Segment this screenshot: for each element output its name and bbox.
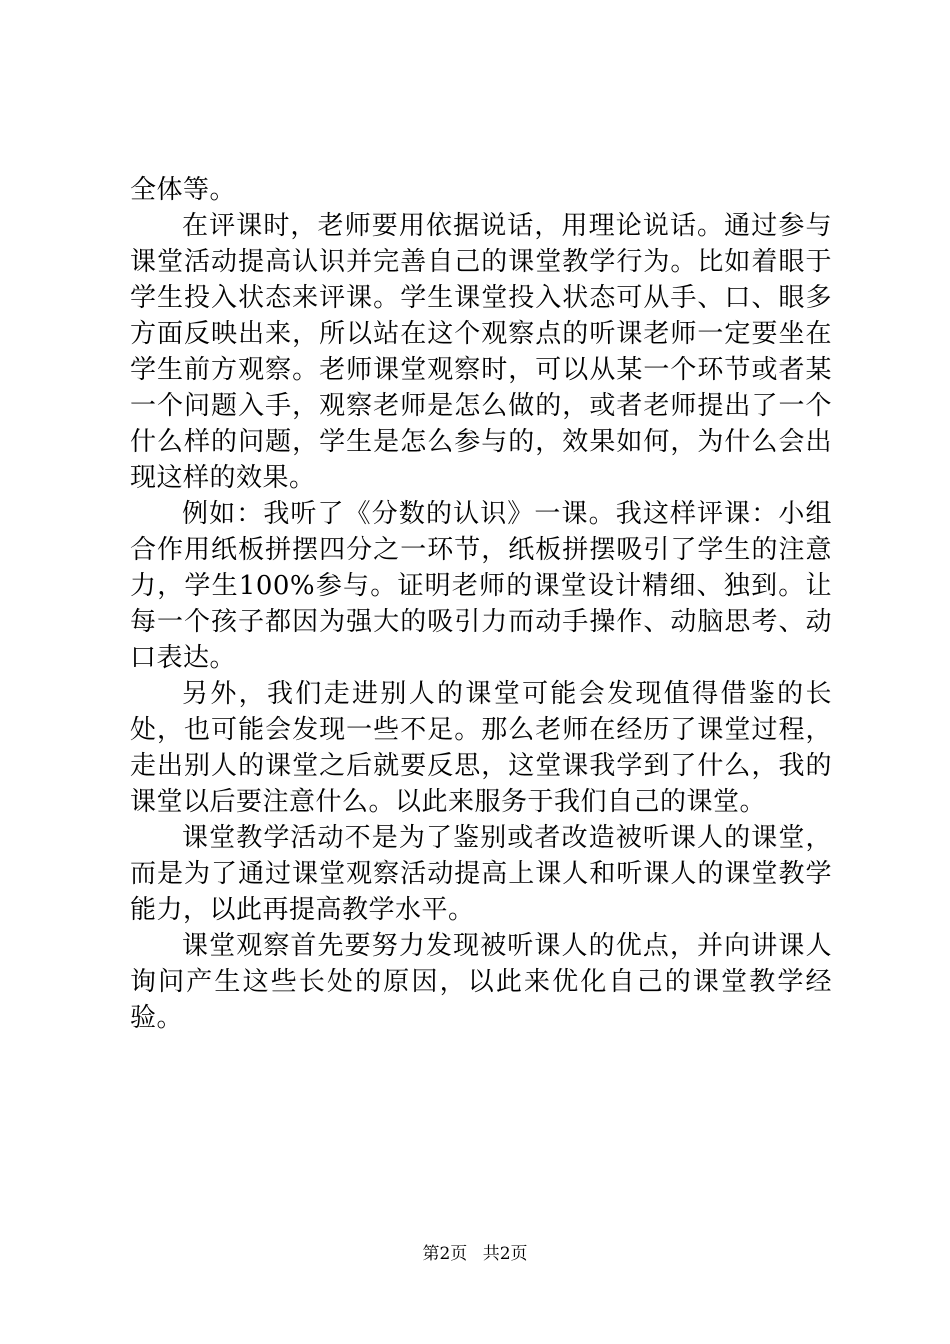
paragraph-purpose: 课堂教学活动不是为了鉴别或者改造被听课人的课堂，而是为了通过课堂观察活动提高上课人和听课人的课堂教学能力，以此再提高教学水平。 bbox=[130, 823, 832, 925]
page-footer bbox=[0, 1243, 950, 1265]
paragraph-reflection: 另外，我们走进别人的课堂可能会发现值得借鉴的长处，也可能会发现一些不足。那么老师在经历了课堂过程，走出别人的课堂之后就要反思，这堂课我学到了什么，我的课堂以后要注意什么。以此来服务于我们自己的课堂。 bbox=[130, 679, 832, 817]
paragraph-example: 例如：我听了《分数的认识》一课。我这样评课：小组合作用纸板拼摆四分之一环节，纸板拼摆吸引了学生的注意力，学生100%参与。证明老师的课堂设计精细、独到。让每一个孩子都因为强大的吸引力而动手操作、动脑思考、动口表达。 bbox=[130, 499, 832, 673]
page-total: 共2页 bbox=[482, 1244, 528, 1264]
page-number: 第2页 bbox=[422, 1244, 468, 1264]
paragraph-continuation: 全体等。 bbox=[130, 175, 237, 205]
document-body bbox=[130, 172, 832, 1036]
paragraph-evaluation: 在评课时，老师要用依据说话，用理论说话。通过参与课堂活动提高认识并完善自己的课堂教学行为。比如着眼于学生投入状态来评课。学生课堂投入状态可从手、口、眼多方面反映出来，所以站在这个观察点的听课老师一定要坐在学生前方观察。老师课堂观察时，可以从某一个环节或者某一个问题入手，观察老师是怎么做的，或者老师提出了一个什么样的问题，学生是怎么参与的，效果如何，为什么会出现这样的效果。 bbox=[130, 211, 832, 493]
paragraph-conclusion: 课堂观察首先要努力发现被听课人的优点，并向讲课人询问产生这些长处的原因，以此来优化自己的课堂教学经验。 bbox=[130, 931, 832, 1033]
